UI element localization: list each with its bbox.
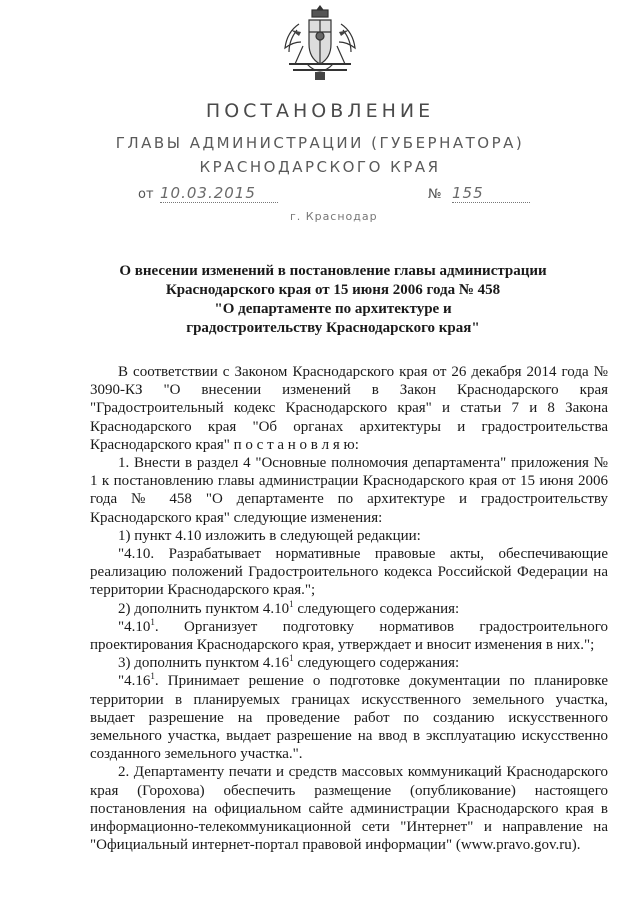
item-1-paragraph: 1. Внести в раздел 4 "Основные полномочия департамента" приложения № 1 к постановлению главы администрации Краснодарского края от 15 июня 2006 года № 458 "О департаменте по архитектуре и градостроительству Краснодарского края" следующие изменения: (90, 455, 608, 526)
issuer-heading-line2: КРАСНОДАРСКОГО КРАЯ (199, 158, 441, 176)
document-type-heading: ПОСТАНОВЛЕНИЕ (205, 100, 435, 122)
subitem-1: 1) пункт 4.10 изложить в следующей редакции: (118, 527, 421, 544)
quote-4-16-1-text: . Принимает решение о подготовке документации по планировке территории в планируемых границах искусственного земельного участка, выдает разрешение на проведение работ по созданию искусственного земельного участка, выдает разрешение на ввод в эксплуатацию искусственно созданного земельного участка.". (90, 673, 608, 763)
quote-4-16-1 (90, 672, 608, 763)
document-title-line: "О департаменте по архитектуре и (214, 301, 452, 317)
subitem-2-text-end: следующего содержания: (293, 600, 460, 617)
document-body (90, 363, 608, 854)
document-title (100, 262, 566, 338)
quote-4-10: "4.10. Разрабатывает нормативные правовые акты, обеспечивающие реализацию положений Градостроительного кодекса Российской Федерации на территории Краснодарского края."; (90, 546, 608, 599)
item-2-paragraph: 2. Департаменту печати и средств массовых коммуникаций Краснодарского края (Горохова) обеспечить размещение (опубликование) настоящего постановления на официальном сайте администрации Краснодарского края в информационно-телекоммуникационной сети "Интернет" и направление на "Официальный интернет-портал правовой информации" (www.pravo.gov.ru). (90, 764, 608, 854)
document-title-line: Краснодарского края от 15 июня 2006 года № 458 (165, 282, 501, 298)
superscript: 1 (289, 598, 294, 609)
superscript: 1 (150, 616, 155, 627)
subitem-3-text-end: следующего содержания: (293, 655, 460, 672)
city-label: г. Краснодар (290, 210, 378, 223)
subitem-3-text: 3) дополнить пунктом 4.16 (118, 655, 290, 672)
document-title-line: О внесении изменений в постановление главы администрации (119, 263, 547, 279)
quote-4-10-1-num: "4.10 (118, 618, 151, 635)
issuer-heading-line1: ГЛАВЫ АДМИНИСТРАЦИИ (ГУБЕРНАТОРА) (115, 134, 525, 152)
date-value: 10.03.2015 (160, 184, 278, 203)
quote-4-10-1 (90, 618, 608, 654)
number-label: № (428, 187, 442, 202)
superscript: 1 (150, 671, 155, 682)
intro-paragraph: В соответствии с Законом Краснодарского края от 26 декабря 2014 года № 3090-КЗ "О внесении изменений в Закон Краснодарского края "Градостроительный кодекс Краснодарского края" и статьи 7 и 8 Закона Краснодарского края "Об органах архитектуры и градостроительства Краснодарского края" п о с т а н о в л я ю: (90, 364, 608, 453)
subitem-3 (90, 654, 608, 672)
date-label: от (138, 187, 154, 202)
document-title-line: градостроительству Краснодарского края" (186, 320, 480, 336)
coat-of-arms-emblem (279, 2, 361, 86)
quote-4-16-1-num: "4.16 (118, 673, 151, 690)
number-value: 155 (452, 184, 530, 203)
subitem-2 (90, 600, 608, 618)
superscript: 1 (289, 653, 294, 664)
quote-4-10-1-text: . Организует подготовку нормативов градостроительного проектирования Краснодарского края, утверждает и вносит изменения в них."; (90, 618, 608, 654)
subitem-2-text: 2) дополнить пунктом 4.10 (118, 600, 290, 617)
date-number-row (0, 184, 640, 208)
